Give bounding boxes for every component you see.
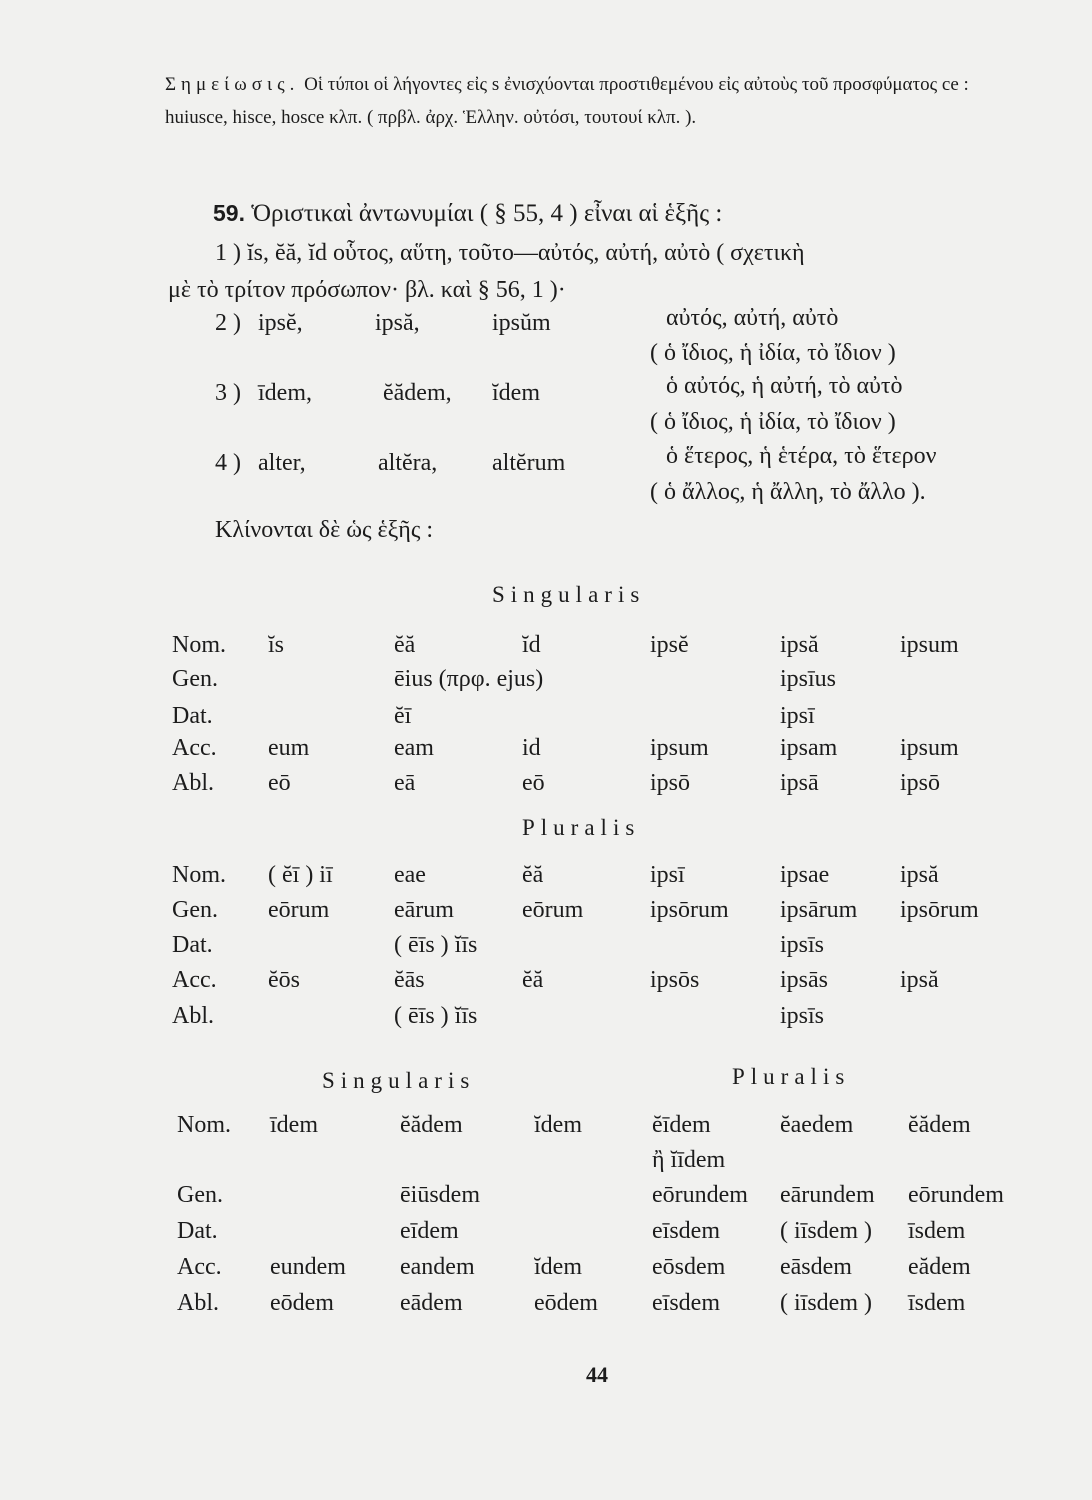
case-label: Gen. <box>177 1182 223 1208</box>
table-cell: ĕīdem <box>652 1112 711 1138</box>
table-cell: ipsō <box>650 770 691 796</box>
table-cell: eō <box>268 770 291 796</box>
case-label: Acc. <box>172 967 217 993</box>
greek-equivalent: ὁ αὐτός, ἡ αὐτή, τὸ αὐτὸ <box>666 373 903 399</box>
table-cell: ĭd <box>522 632 541 658</box>
table-cell: eīdem <box>400 1218 459 1244</box>
table-cell: ĕās <box>394 967 425 993</box>
greek-equivalent: αὐτός, αὐτή, αὐτὸ <box>666 305 839 331</box>
declension-intro: Κλίνονται δὲ ὡς ἑξῆς : <box>215 517 433 543</box>
singular-header: Singularis <box>322 1068 476 1093</box>
item-number: 3 ) <box>215 380 241 406</box>
table-cell: ĕī <box>394 703 412 729</box>
table-cell: eōdem <box>270 1290 334 1316</box>
table-cell: eīsdem <box>652 1218 720 1244</box>
latin-form: ipsĕ, <box>258 310 303 336</box>
table-cell: eārundem <box>780 1182 875 1208</box>
table-cell: ipsīs <box>780 1003 825 1029</box>
table-cell: ēius (πρφ. ejus) <box>394 666 544 692</box>
table-cell: ipsī <box>780 703 815 729</box>
table-cell: eōrum <box>268 897 330 923</box>
table-cell: īdem <box>270 1112 318 1138</box>
table-cell: eōrundem <box>908 1182 1004 1208</box>
table-cell: ĭdem <box>534 1112 582 1138</box>
table-cell: eōrum <box>522 897 584 923</box>
table-cell: eōrundem <box>652 1182 748 1208</box>
case-label: Nom. <box>172 862 226 888</box>
table-cell: id <box>522 735 541 761</box>
case-label: Acc. <box>177 1254 222 1280</box>
table-cell: eā <box>394 770 416 796</box>
table-cell: eōsdem <box>652 1254 726 1280</box>
page-number: 44 <box>586 1362 608 1387</box>
table-cell: ipsō <box>900 770 941 796</box>
latin-form: altĕrum <box>492 450 566 476</box>
table-cell: ĕădem <box>908 1112 971 1138</box>
singular-header: Singularis <box>492 582 646 607</box>
table-cell: eandem <box>400 1254 475 1280</box>
table-cell: eāsdem <box>780 1254 852 1280</box>
table-cell: ĭdem <box>534 1254 582 1280</box>
table-cell: ĭs <box>268 632 285 658</box>
section-number: 59. <box>213 200 245 226</box>
table-cell: ipsum <box>900 735 959 761</box>
plural-header: Pluralis <box>522 815 641 840</box>
case-label: Acc. <box>172 735 217 761</box>
case-label: Abl. <box>172 770 214 796</box>
table-cell: ipsă <box>780 632 819 658</box>
table-cell: ipsum <box>900 632 959 658</box>
table-cell: eōdem <box>534 1290 598 1316</box>
table-cell: ipsās <box>780 967 828 993</box>
latin-form: ĭdem <box>492 380 540 406</box>
note-text: Οἱ τύποι οἱ λήγοντες εἰς s ἐνισχύονται προστιθεμένου εἰς αὐτοὺς τοῦ προσφύματος ce : huiusce, hisce, hosce κλπ. ( πρβλ. ἀρχ. Ἑλλην. οὐτόσι, τουτουί κλπ. ). <box>165 74 969 128</box>
plural-header: Pluralis <box>732 1064 851 1089</box>
greek-equivalent-alt: ( ὁ ἴδιος, ἡ ἰδία, τὸ ἴδιον ) <box>650 409 896 435</box>
case-label: Abl. <box>172 1003 214 1029</box>
table-cell: ipsī <box>650 862 685 888</box>
latin-form: ipsŭm <box>492 310 551 336</box>
table-cell: ipsă <box>900 862 939 888</box>
table-cell: eădem <box>908 1254 971 1280</box>
table-cell: ipsīus <box>780 666 837 692</box>
latin-form: ĕădem, <box>383 380 452 406</box>
table-cell: ipsae <box>780 862 830 888</box>
table-cell: ipsōrum <box>650 897 729 923</box>
table-cell: ( ĕī ) iī <box>268 862 333 888</box>
greek-equivalent: ὁ ἕτερος, ἡ ἑτέρα, τὸ ἕτερον <box>666 443 937 469</box>
table-cell: ipsum <box>650 735 709 761</box>
section-heading <box>213 200 722 228</box>
greek-equivalent-alt: ( ὁ ἄλλος, ἡ ἄλλη, τὸ ἄλλο ). <box>650 479 926 505</box>
table-cell: eō <box>522 770 545 796</box>
table-cell: ( ēīs ) ĭīs <box>394 932 478 958</box>
item1-line1: 1 ) ĭs, ĕă, ĭd οὗτος, αὕτη, τοῦτο—αὐτός, αὐτή, αὐτὸ ( σχετικὴ <box>215 240 805 266</box>
table-cell: ipsōrum <box>900 897 979 923</box>
table-cell: ĕă <box>394 632 416 658</box>
table-cell: ipsīs <box>780 932 825 958</box>
table-cell: eam <box>394 735 434 761</box>
table-cell: ĕădem <box>400 1112 463 1138</box>
case-label: Dat. <box>177 1218 218 1244</box>
case-label: Gen. <box>172 897 218 923</box>
table-cell: ipsōs <box>650 967 700 993</box>
latin-form: altĕra, <box>378 450 438 476</box>
item-number: 4 ) <box>215 450 241 476</box>
table-cell: ipsā <box>780 770 819 796</box>
table-cell: ipsĕ <box>650 632 689 658</box>
section-heading-text: Ὁριστικαὶ ἀντωνυμίαι ( § 55, 4 ) εἶναι αἱ ἑξῆς : <box>244 200 723 227</box>
case-label: Nom. <box>177 1112 231 1138</box>
table-cell: ēiūsdem <box>400 1182 480 1208</box>
note-label: Σημείωσις. <box>165 74 300 95</box>
table-cell: ipsārum <box>780 897 858 923</box>
table-cell: ἢ ĭīdem <box>652 1147 726 1173</box>
item1-line2: μὲ τὸ τρίτον πρόσωπον· βλ. καὶ § 56, 1 )· <box>168 277 566 303</box>
table-cell: eundem <box>270 1254 346 1280</box>
greek-equivalent-alt: ( ὁ ἴδιος, ἡ ἰδία, τὸ ἴδιον ) <box>650 340 896 366</box>
table-cell: ĕaedem <box>780 1112 854 1138</box>
item-number: 2 ) <box>215 310 241 336</box>
latin-form: alter, <box>258 450 306 476</box>
table-cell: ĕă <box>522 967 544 993</box>
table-cell: eādem <box>400 1290 463 1316</box>
case-label: Abl. <box>177 1290 219 1316</box>
table-cell: eum <box>268 735 310 761</box>
table-cell: ( ēīs ) ĭīs <box>394 1003 478 1029</box>
table-cell: ipsă <box>900 967 939 993</box>
case-label: Gen. <box>172 666 218 692</box>
case-label: Dat. <box>172 703 213 729</box>
table-cell: īsdem <box>908 1218 966 1244</box>
latin-form: īdem, <box>258 380 312 406</box>
table-cell: ĕă <box>522 862 544 888</box>
case-label: Dat. <box>172 932 213 958</box>
table-cell: ĕōs <box>268 967 300 993</box>
table-cell: īsdem <box>908 1290 966 1316</box>
case-label: Nom. <box>172 632 226 658</box>
latin-form: ipsă, <box>375 310 420 336</box>
table-cell: ( iīsdem ) <box>780 1290 872 1316</box>
table-cell: ( iīsdem ) <box>780 1218 872 1244</box>
table-cell: ipsam <box>780 735 838 761</box>
table-cell: eārum <box>394 897 454 923</box>
table-cell: eīsdem <box>652 1290 720 1316</box>
table-cell: eae <box>394 862 426 888</box>
note-paragraph <box>165 68 1025 134</box>
